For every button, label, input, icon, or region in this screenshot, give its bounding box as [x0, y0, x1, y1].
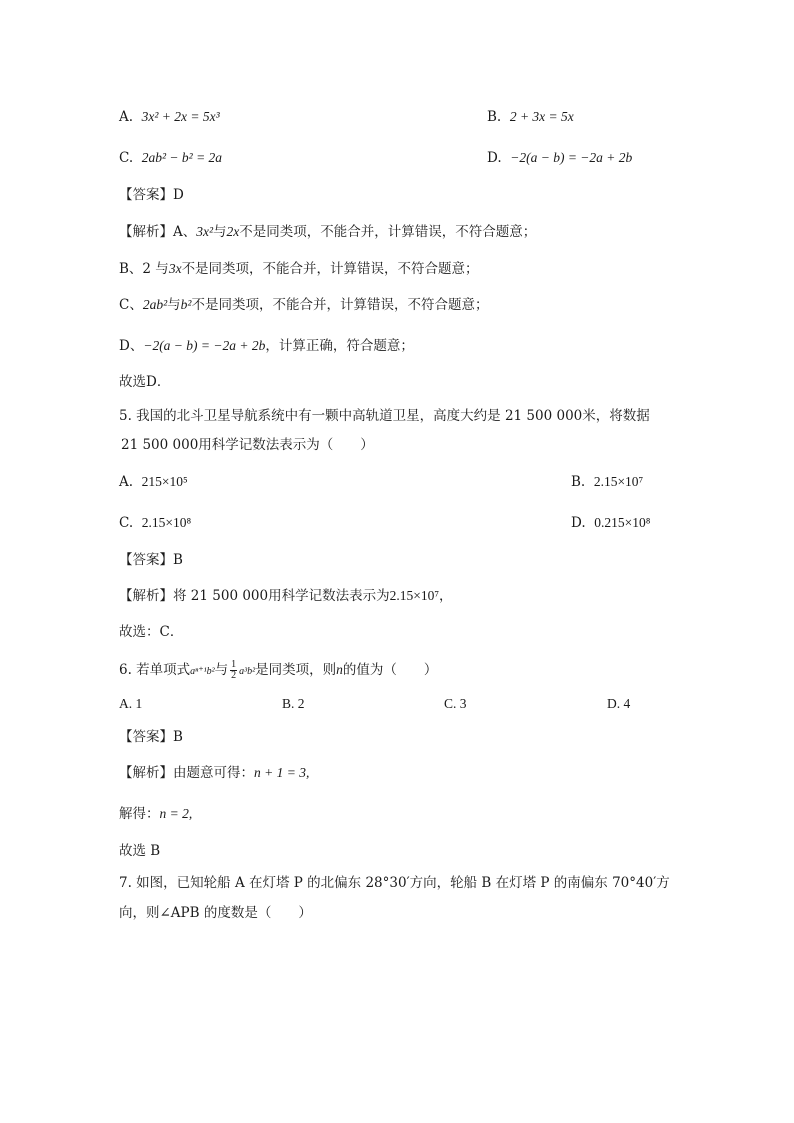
q6-fraction-denominator: 2: [231, 670, 237, 681]
q4-option-d: [487, 148, 632, 168]
q5-analysis-tail: ，: [439, 588, 453, 604]
q4-analysis-c: [119, 295, 488, 315]
q4-option-c-label: C.: [119, 150, 134, 166]
q4-option-a-label: A.: [119, 109, 134, 125]
q4-analysis-b-expr: 3x: [168, 261, 182, 276]
q6-stem-tail-b: 的值为（ ）: [342, 662, 438, 678]
q4-analysis-b: [119, 259, 479, 279]
q4-analysis-a-expr2: 2x: [226, 224, 240, 239]
q4-analysis-d-prefix: D、: [119, 338, 144, 354]
q4-option-c: [119, 148, 222, 168]
q4-analysis-a-tail: 不是同类项，不能合并，计算错误，不符合题意；: [239, 224, 537, 240]
q6-solve-prefix: 解得：: [119, 806, 160, 822]
q4-analysis-b-prefix: B、2 与: [119, 261, 169, 277]
q6-stem-expr2: a³b²: [239, 666, 256, 677]
q6-analysis-prefix: 【解析】由题意可得：: [119, 765, 254, 781]
q4-analysis-a-expr1: 3x²: [196, 224, 214, 239]
q6-solve: [119, 804, 192, 824]
q6-stem-expr1: aⁿ⁺¹b²: [190, 666, 215, 677]
q5-option-d: [571, 513, 650, 533]
q4-analysis-a-prefix: 【解析】A、: [119, 224, 197, 240]
q4-analysis-c-prefix: C、: [119, 297, 143, 313]
q5-option-a-expr: 215×10⁵: [141, 474, 188, 489]
q6-analysis-expr: n + 1 = 3,: [254, 765, 310, 780]
q4-analysis-c-expr1: 2ab²: [142, 297, 168, 312]
q6-option-b: B. 2: [282, 696, 305, 711]
q6-answer: 【答案】B: [119, 729, 183, 745]
q6-stem-tail-a: 是同类项，则: [255, 662, 337, 678]
q5-option-b-label: B.: [571, 474, 586, 490]
q5-answer: 【答案】B: [119, 552, 183, 568]
q4-conclusion: 故选D．: [119, 374, 171, 390]
q6-option-d: D. 4: [607, 696, 631, 711]
q6-fraction: [230, 660, 237, 681]
q7-line2: 向，则∠APB 的度数是（ ）: [119, 905, 312, 921]
q5-analysis-expr: 2.15×10⁷: [389, 588, 440, 603]
q4-option-b-expr: 2 + 3x = 5x: [509, 109, 574, 124]
q7-line1: 7. 如图，已知轮船 A 在灯塔 P 的北偏东 28°30′方向，轮船 B 在灯塔 P 的南偏东 70°40′方: [119, 875, 670, 891]
q5-analysis-prefix: 【解析】将 21 500 000用科学记数法表示为: [119, 588, 390, 604]
q5-option-c-expr: 2.15×10⁸: [141, 515, 192, 530]
q4-option-c-expr: 2ab² − b² = 2a: [141, 150, 223, 165]
q4-analysis-d-expr: −2(a − b) = −2a + 2b: [143, 338, 266, 353]
q4-analysis-b-tail: 不是同类项，不能合并，计算错误，不符合题意；: [181, 261, 479, 277]
q5-option-a-label: A.: [119, 474, 134, 490]
q4-analysis-a: [119, 222, 536, 242]
q5-option-b: [571, 472, 643, 492]
q6-conclusion: 故选 B: [119, 843, 161, 859]
q5-analysis: [119, 586, 453, 606]
q4-analysis-d: [119, 336, 414, 356]
q4-option-b: [487, 107, 574, 127]
q5-option-d-expr: 0.215×10⁸: [594, 515, 651, 530]
q5-option-c: [119, 513, 191, 533]
q4-option-b-label: B.: [487, 109, 502, 125]
q4-option-a-expr: 3x² + 2x = 5x³: [141, 109, 220, 124]
q6-option-a: A. 1: [119, 696, 143, 711]
q6-stem: [119, 660, 437, 682]
q4-analysis-a-mid: 与: [213, 224, 227, 240]
q6-option-c: C. 3: [444, 696, 467, 711]
q6-stem-var: n: [336, 662, 343, 677]
q5-option-c-label: C.: [119, 515, 134, 531]
q5-conclusion: 故选：C．: [119, 624, 184, 640]
q4-option-d-label: D.: [487, 150, 502, 166]
q5-option-d-label: D.: [571, 515, 586, 531]
q6-stem-prefix: 6. 若单项式: [119, 662, 191, 678]
q4-option-d-expr: −2(a − b) = −2a + 2b: [510, 150, 633, 165]
q6-solve-expr: n = 2,: [159, 806, 193, 821]
q6-analysis: [119, 763, 309, 783]
q5-stem-line1: 5. 我国的北斗卫星导航系统中有一颗中高轨道卫星，高度大约是 21 500 000米，将数据: [119, 408, 650, 424]
q5-stem-line2: 21 500 000用科学记数法表示为（ ）: [121, 437, 374, 453]
q4-option-a: [119, 107, 220, 127]
q4-answer: 【答案】D: [119, 187, 184, 203]
q6-stem-mid: 与: [214, 662, 229, 678]
q5-option-b-expr: 2.15×10⁷: [593, 474, 644, 489]
q4-analysis-d-tail: ，计算正确，符合题意；: [265, 338, 414, 354]
q5-option-a: [119, 472, 188, 492]
q4-analysis-c-mid: 与: [167, 297, 181, 313]
q4-analysis-c-expr2: b²: [180, 297, 192, 312]
q6-fraction-numerator: 1: [231, 659, 237, 670]
q4-analysis-c-tail: 不是同类项，不能合并，计算错误，不符合题意；: [191, 297, 489, 313]
